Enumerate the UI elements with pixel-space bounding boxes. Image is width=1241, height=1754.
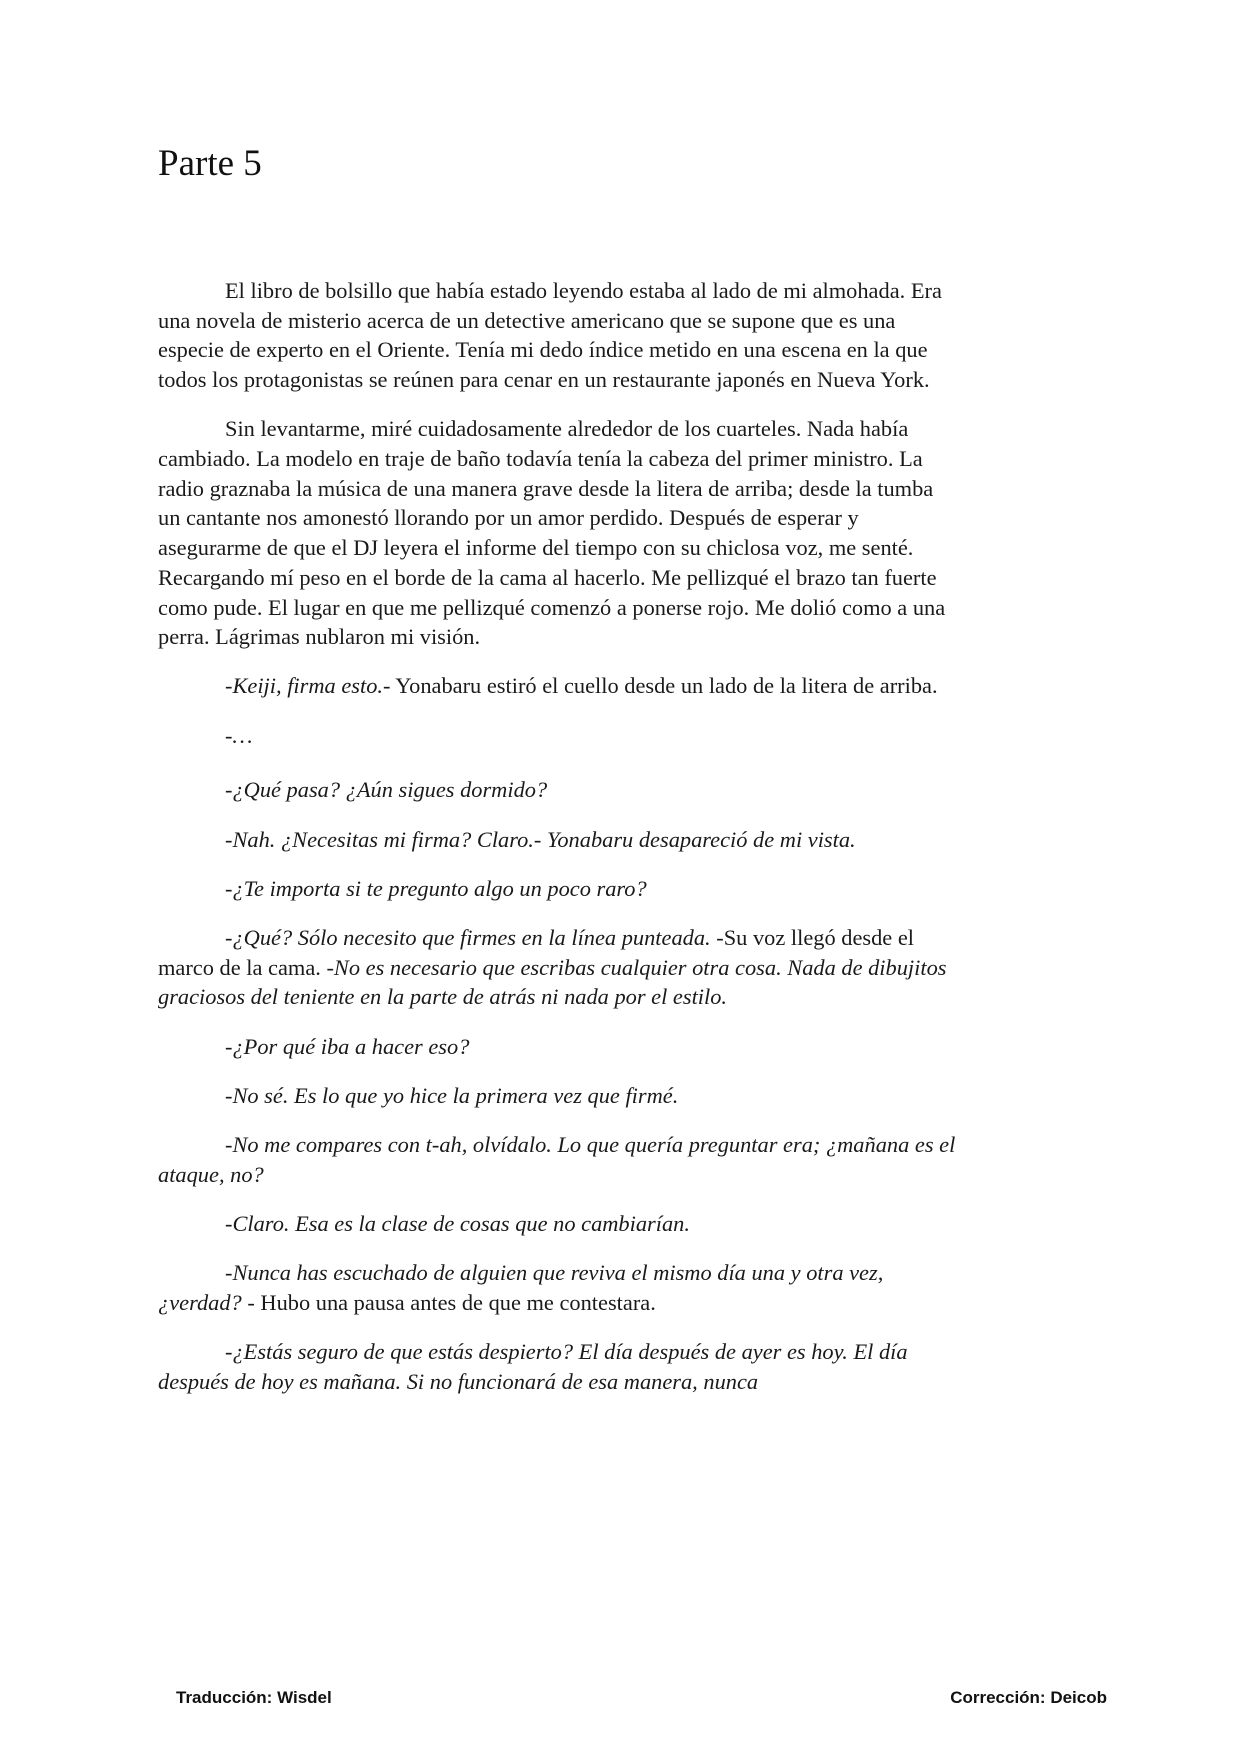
paragraph: [158, 1337, 958, 1396]
italic-run: -¿Por qué iba a hacer eso?: [225, 1033, 470, 1059]
paragraph: [158, 825, 958, 855]
italic-run: No es necesario que escribas cualquier otra cosa. Nada de dibujitos graciosos del teniente en la parte de atrás ni nada por el estilo.: [158, 954, 947, 1010]
italic-run: -No me compares con t-ah, olvídalo. Lo que quería preguntar era; ¿mañana es el ataque, no?: [158, 1131, 956, 1187]
italic-run: -¿Qué pasa? ¿Aún sigues dormido?: [225, 777, 548, 803]
text-run: -Su voz llegó desde el marco de la cama. -: [158, 924, 914, 980]
text-run: - Hubo una pausa antes de que me contestara.: [241, 1289, 656, 1315]
text-run: Sin levantarme, miré cuidadosamente alrededor de los cuarteles. Nada había cambiado. La modelo en traje de baño todavía tenía la cabeza del primer ministro. La radio graznaba la música de una manera grave desde la litera de arriba; desde la tumba un cantante nos amonestó llorando por un amor perdido. Después de esperar y asegurarme de que el DJ leyera el informe del tiempo con su chiclosa voz, me senté. Recargando mí peso en el borde de la cama al hacerlo. Me pellizqué el brazo tan fuerte como pude. El lugar en que me pellizqué comenzó a ponerse rojo. Me dolió como a una perra. Lágrimas nublaron mi visión.: [158, 416, 946, 650]
italic-run: -¿Te importa si te pregunto algo un poco raro?: [225, 875, 647, 901]
italic-run: -No sé. Es lo que yo hice la primera vez que firmé.: [225, 1082, 679, 1108]
paragraph: [158, 923, 958, 1012]
page-footer: [176, 1688, 1107, 1708]
paragraph: [158, 775, 958, 805]
italic-run: -¿Estás seguro de que estás despierto? El día después de ayer es hoy. El día después de hoy es mañana. Si no funcionará de esa manera, nunca: [158, 1338, 908, 1394]
translation-credit: Traducción: Wisdel: [176, 1688, 332, 1707]
text-run: El libro de bolsillo que había estado leyendo estaba al lado de mi almohada. Era una novela de misterio acerca de un detective americano que se supone que es una especie de experto en el Oriente. Tenía mi dedo índice metido en una escena en la que todos los protagonistas se reúnen para cenar en un restaurante japonés en Nueva York.: [158, 278, 942, 393]
paragraph: [158, 1130, 958, 1189]
text-run: - Yonabaru estiró el cuello desde un lado de la litera de arriba.: [382, 673, 938, 699]
italic-run: -Nunca has escuchado de alguien que reviva el mismo día una y otra vez, ¿verdad?: [158, 1260, 884, 1315]
italic-run: -Nah. ¿Necesitas mi firma? Claro.- Yonabaru desapareció de mi vista.: [225, 826, 856, 852]
chapter-title: Parte 5: [158, 143, 262, 184]
paragraph: [158, 276, 958, 395]
paragraph: [158, 1258, 958, 1317]
italic-run: -Claro. Esa es la clase de cosas que no cambiarían.: [225, 1210, 690, 1236]
paragraph: [158, 414, 958, 652]
text-run: -: [225, 673, 233, 699]
paragraph: [158, 721, 958, 751]
paragraph: [158, 874, 958, 904]
paragraph: [158, 1209, 958, 1239]
paragraph: [158, 1081, 958, 1111]
paragraph: [158, 671, 958, 701]
document-body: [158, 276, 958, 1416]
paragraph: [158, 1032, 958, 1062]
italic-run: -…: [225, 722, 253, 748]
italic-run: Keiji, firma esto.: [232, 673, 383, 699]
proofreading-credit: Corrección: Deicob: [950, 1688, 1107, 1707]
italic-run: -¿Qué? Sólo necesito que firmes en la línea punteada.: [225, 924, 711, 950]
